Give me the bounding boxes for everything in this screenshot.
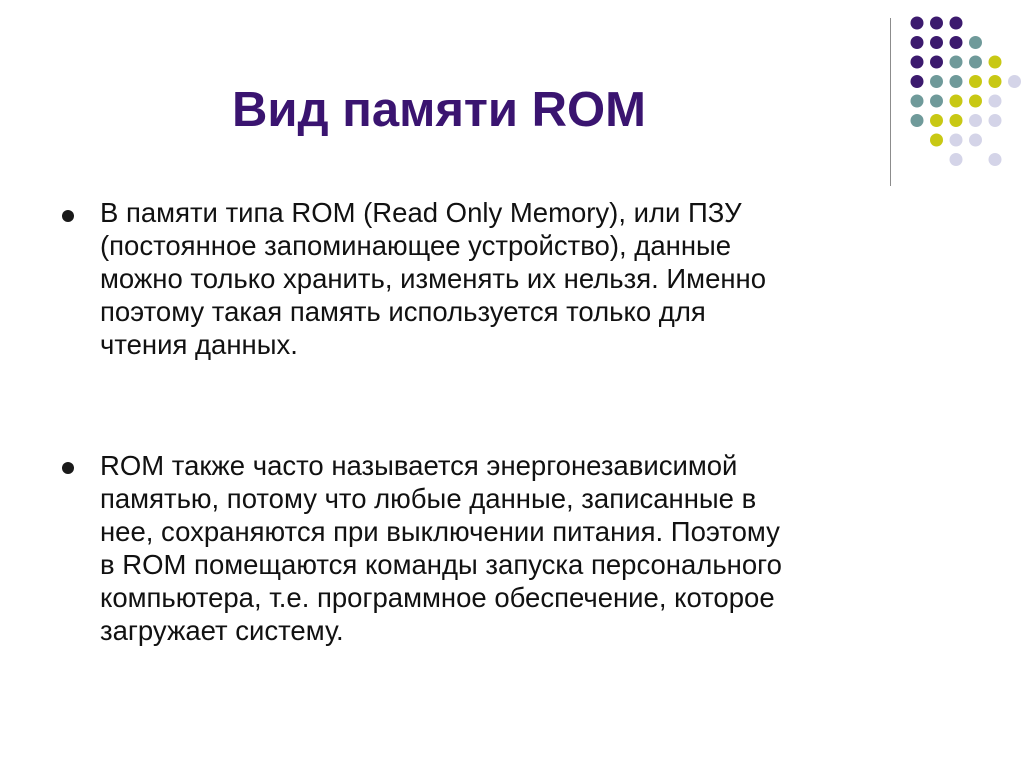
text-line: загружает систему. [100,615,344,646]
bullet-text [100,196,960,361]
text-line: чтения данных. [100,329,298,360]
decor-dot [930,134,943,147]
decor-dot [911,95,924,108]
decor-dot [930,114,943,127]
text-line: ROM также часто называется энергонезависимой [100,450,738,481]
decor-dot [989,95,1002,108]
decor-dot [950,95,963,108]
text-line: можно только хранить, изменять их нельзя. Именно [100,263,767,294]
text-line: (постоянное запоминающее устройство), данные [100,230,732,261]
decor-dot [969,114,982,127]
decor-dot [911,75,924,88]
decor-dot [930,56,943,69]
decor-dot [950,36,963,49]
decor-dot [911,17,924,30]
decor-dot [969,36,982,49]
decor-dot [930,75,943,88]
text-line: в ROM помещаются команды запуска персонального [100,549,782,580]
vertical-divider [890,18,891,186]
slide-title: Вид памяти ROM [232,83,646,137]
decor-dot [989,75,1002,88]
decor-dot [1008,75,1021,88]
decor-dot [911,56,924,69]
decor-dot [989,56,1002,69]
decor-dot [930,36,943,49]
decor-dot [950,56,963,69]
decor-dot [950,17,963,30]
decor-dot [930,95,943,108]
decor-dot [930,17,943,30]
decor-dot [950,153,963,166]
bullet-marker [62,462,74,474]
text-line: нее, сохраняются при выключении питания. Поэтому [100,516,780,547]
decor-dot [989,153,1002,166]
decor-dot [969,95,982,108]
decor-dot [989,114,1002,127]
text-line: памятью, потому что любые данные, записанные в [100,483,757,514]
decor-dot [950,75,963,88]
decor-dot [911,36,924,49]
decor-dot [950,114,963,127]
decor-dot [969,134,982,147]
decor-dot [911,114,924,127]
text-line: компьютера, т.е. программное обеспечение, которое [100,582,775,613]
decor-dot [950,134,963,147]
text-line: В памяти типа ROM (Read Only Memory), или ПЗУ [100,197,742,228]
decor-dot [969,75,982,88]
decor-dot [969,56,982,69]
bullet-text [100,449,960,647]
bullet-marker [62,210,74,222]
text-line: поэтому такая память используется только для [100,296,706,327]
